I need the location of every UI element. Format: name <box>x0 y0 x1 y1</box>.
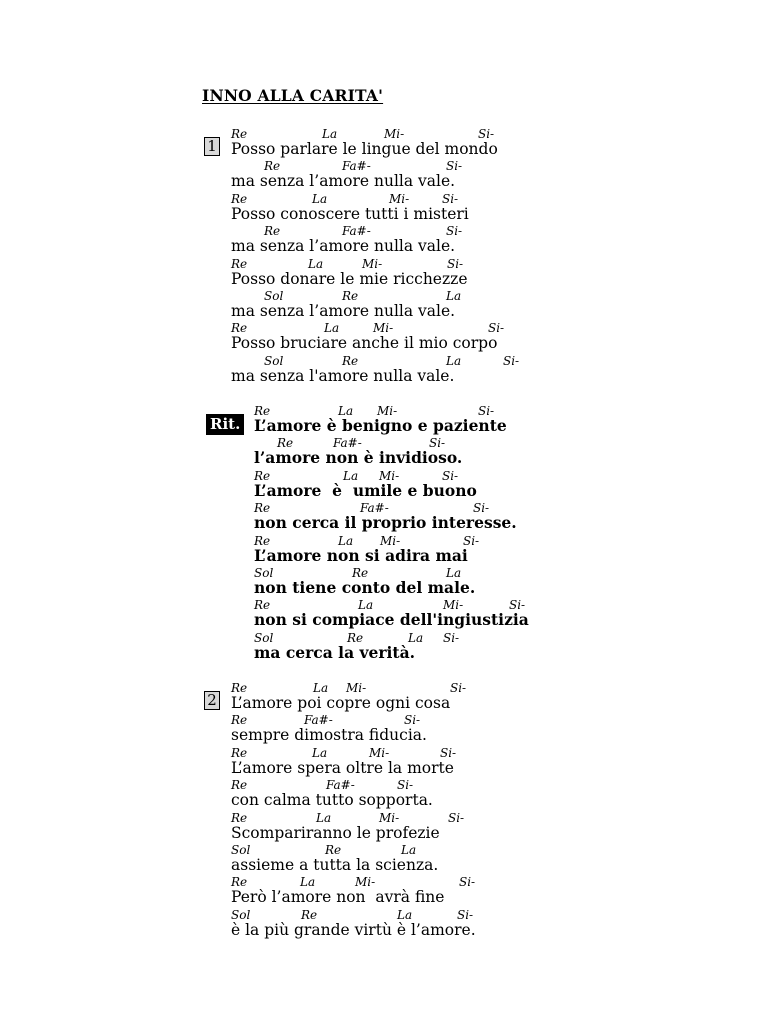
chord: La <box>308 256 324 271</box>
chord: Fa#- <box>342 224 371 239</box>
chord: Si- <box>457 907 474 922</box>
song-line <box>254 533 529 565</box>
chord: Fa#- <box>326 778 355 793</box>
chord: La <box>358 598 374 613</box>
chord: Mi- <box>369 745 390 760</box>
lyric-line: ma senza l’amore nulla vale. <box>231 301 456 320</box>
chord: Re <box>301 907 318 922</box>
chord: Si- <box>397 778 414 793</box>
chord: La <box>324 321 340 336</box>
verse-2-number: 2 <box>204 691 220 710</box>
chord: Mi- <box>380 533 401 548</box>
chorus-label: Rit. <box>206 414 244 435</box>
verse-1-number: 1 <box>204 137 220 156</box>
song-line <box>231 842 476 874</box>
chord: La <box>446 288 462 303</box>
chord: Si- <box>429 436 446 451</box>
chord: Re <box>254 404 271 418</box>
chord: La <box>446 565 462 580</box>
lyric-line: non cerca il proprio interesse. <box>254 513 517 533</box>
song-line <box>254 435 529 467</box>
chord: Sol <box>231 842 251 857</box>
song-line <box>231 874 476 906</box>
chord: Mi- <box>355 875 376 890</box>
chord: Si- <box>448 810 465 825</box>
chord: Fa#- <box>360 501 389 516</box>
chord: Re <box>352 565 369 580</box>
verse-2 <box>207 680 476 939</box>
chord: Re <box>264 224 281 239</box>
chord: Si- <box>446 224 463 239</box>
chord: Re <box>277 436 294 451</box>
chord: Si- <box>459 875 476 890</box>
song-line <box>254 565 529 597</box>
song-line <box>231 288 498 320</box>
chord: Re <box>231 745 248 760</box>
lyric-line: assieme a tutta la scienza. <box>231 855 439 874</box>
song-line <box>231 256 498 288</box>
lyric-line: ma senza l'amore nulla vale. <box>231 366 455 385</box>
chord: La <box>343 468 359 483</box>
song-line <box>231 158 498 190</box>
song-line <box>231 191 498 223</box>
chord: La <box>338 533 354 548</box>
chord: Re <box>231 810 248 825</box>
chord: Re <box>342 288 359 303</box>
chord: Si- <box>446 159 463 174</box>
lyric-line: L’amore non si adira mai <box>254 545 468 565</box>
chord: Mi- <box>346 681 367 695</box>
song-line <box>254 597 529 629</box>
chord: Fa#- <box>304 713 333 728</box>
chord: Si- <box>473 501 490 516</box>
chord: Si- <box>447 256 464 271</box>
lyric-line: L’amore è umile e buono <box>254 480 477 500</box>
chord: La <box>401 842 417 857</box>
lyric-line: Però l’amore non avrà fine <box>231 888 445 907</box>
chord: Si- <box>440 745 457 760</box>
chord: Sol <box>231 907 251 922</box>
verse-1-lines <box>231 126 520 385</box>
chord: La <box>313 681 329 695</box>
lyric-line: L’amore spera oltre la morte <box>231 758 454 777</box>
song-line <box>231 745 476 777</box>
lyric-line: è la più grande virtù è l’amore. <box>231 920 476 939</box>
lyric-line: Scompariranno le profezie <box>231 823 440 842</box>
lyric-line: Posso conoscere tutti i misteri <box>231 204 469 223</box>
chord: Mi- <box>379 468 400 483</box>
chord: La <box>446 353 462 368</box>
chord: Mi- <box>389 191 410 206</box>
chord: Re <box>231 321 248 336</box>
song-line <box>254 468 529 500</box>
song-line <box>231 907 476 939</box>
chord: La <box>316 810 332 825</box>
chord: Si- <box>478 404 495 418</box>
chord: Si- <box>509 598 526 613</box>
chord: Sol <box>254 630 274 645</box>
chord: Si- <box>488 321 505 336</box>
song-line <box>254 500 529 532</box>
song-line <box>254 630 529 662</box>
chord: Si- <box>478 127 495 141</box>
chord: Fa#- <box>333 436 362 451</box>
song-line <box>231 777 476 809</box>
lyric-line: L’amore è benigno e paziente <box>254 416 507 435</box>
lyric-line: sempre dimostra fiducia. <box>231 726 427 745</box>
chord: Re <box>347 630 364 645</box>
chord: Sol <box>264 288 284 303</box>
song-title: INNO ALLA CARITA' <box>202 86 384 105</box>
lyric-line: ma cerca la verità. <box>254 642 416 662</box>
lyric-line: Posso donare le mie ricchezze <box>231 269 468 288</box>
chord: Re <box>231 713 248 728</box>
verse-2-lines <box>231 680 476 939</box>
song-line <box>231 680 476 712</box>
chord: Re <box>254 501 271 516</box>
lyric-line: Posso bruciare anche il mio corpo <box>231 334 498 353</box>
chord: Re <box>231 256 248 271</box>
chord: Re <box>231 778 248 793</box>
chord: Si- <box>442 191 459 206</box>
chorus <box>210 403 529 662</box>
chord: Re <box>231 681 248 695</box>
chord: Si- <box>404 713 421 728</box>
lyric-line: Posso parlare le lingue del mondo <box>231 140 498 158</box>
chord: Mi- <box>362 256 383 271</box>
chord: Mi- <box>373 321 394 336</box>
chord: Mi- <box>377 404 398 418</box>
song-line <box>231 712 476 744</box>
chord: Si- <box>442 468 459 483</box>
chord: Re <box>254 598 271 613</box>
chord: Re <box>254 533 271 548</box>
chord: La <box>338 404 354 418</box>
chord: Re <box>254 468 271 483</box>
lyric-line: L’amore poi copre ogni cosa <box>231 694 451 712</box>
lyric-line: l’amore non è invidioso. <box>254 448 463 468</box>
chord: La <box>300 875 316 890</box>
chord: Si- <box>503 353 520 368</box>
song-line <box>231 320 505 353</box>
chord: La <box>312 191 328 206</box>
chorus-lines <box>254 403 529 662</box>
chord: Mi- <box>384 127 405 141</box>
chord: Re <box>342 353 359 368</box>
chord: Si- <box>443 630 460 645</box>
chord: Re <box>231 127 248 141</box>
chord: Re <box>231 191 248 206</box>
lyric-line: ma senza l’amore nulla vale. <box>231 172 456 191</box>
lyric-line: non si compiace dell'ingiustizia <box>254 610 529 630</box>
chord: Mi- <box>379 810 400 825</box>
chord: Sol <box>264 353 284 368</box>
chord: Fa#- <box>342 159 371 174</box>
song-line <box>231 810 476 842</box>
lyric-line: con calma tutto sopporta. <box>231 791 433 810</box>
chord: Re <box>231 875 248 890</box>
song-line <box>231 126 498 158</box>
chord: Sol <box>254 565 274 580</box>
chord: La <box>408 630 424 645</box>
chord: La <box>312 745 328 760</box>
chord: Si- <box>463 533 480 548</box>
lyric-line: non tiene conto del male. <box>254 577 476 597</box>
song-line <box>254 403 529 435</box>
chord: Re <box>264 159 281 174</box>
chord: Re <box>325 842 342 857</box>
chord: La <box>397 907 413 922</box>
song-line <box>231 353 520 385</box>
verse-1 <box>207 126 520 385</box>
chord: Si- <box>450 681 467 695</box>
song-line <box>231 223 498 255</box>
lyric-line: ma senza l’amore nulla vale. <box>231 237 456 256</box>
chord: La <box>322 127 338 141</box>
chord: Mi- <box>443 598 464 613</box>
